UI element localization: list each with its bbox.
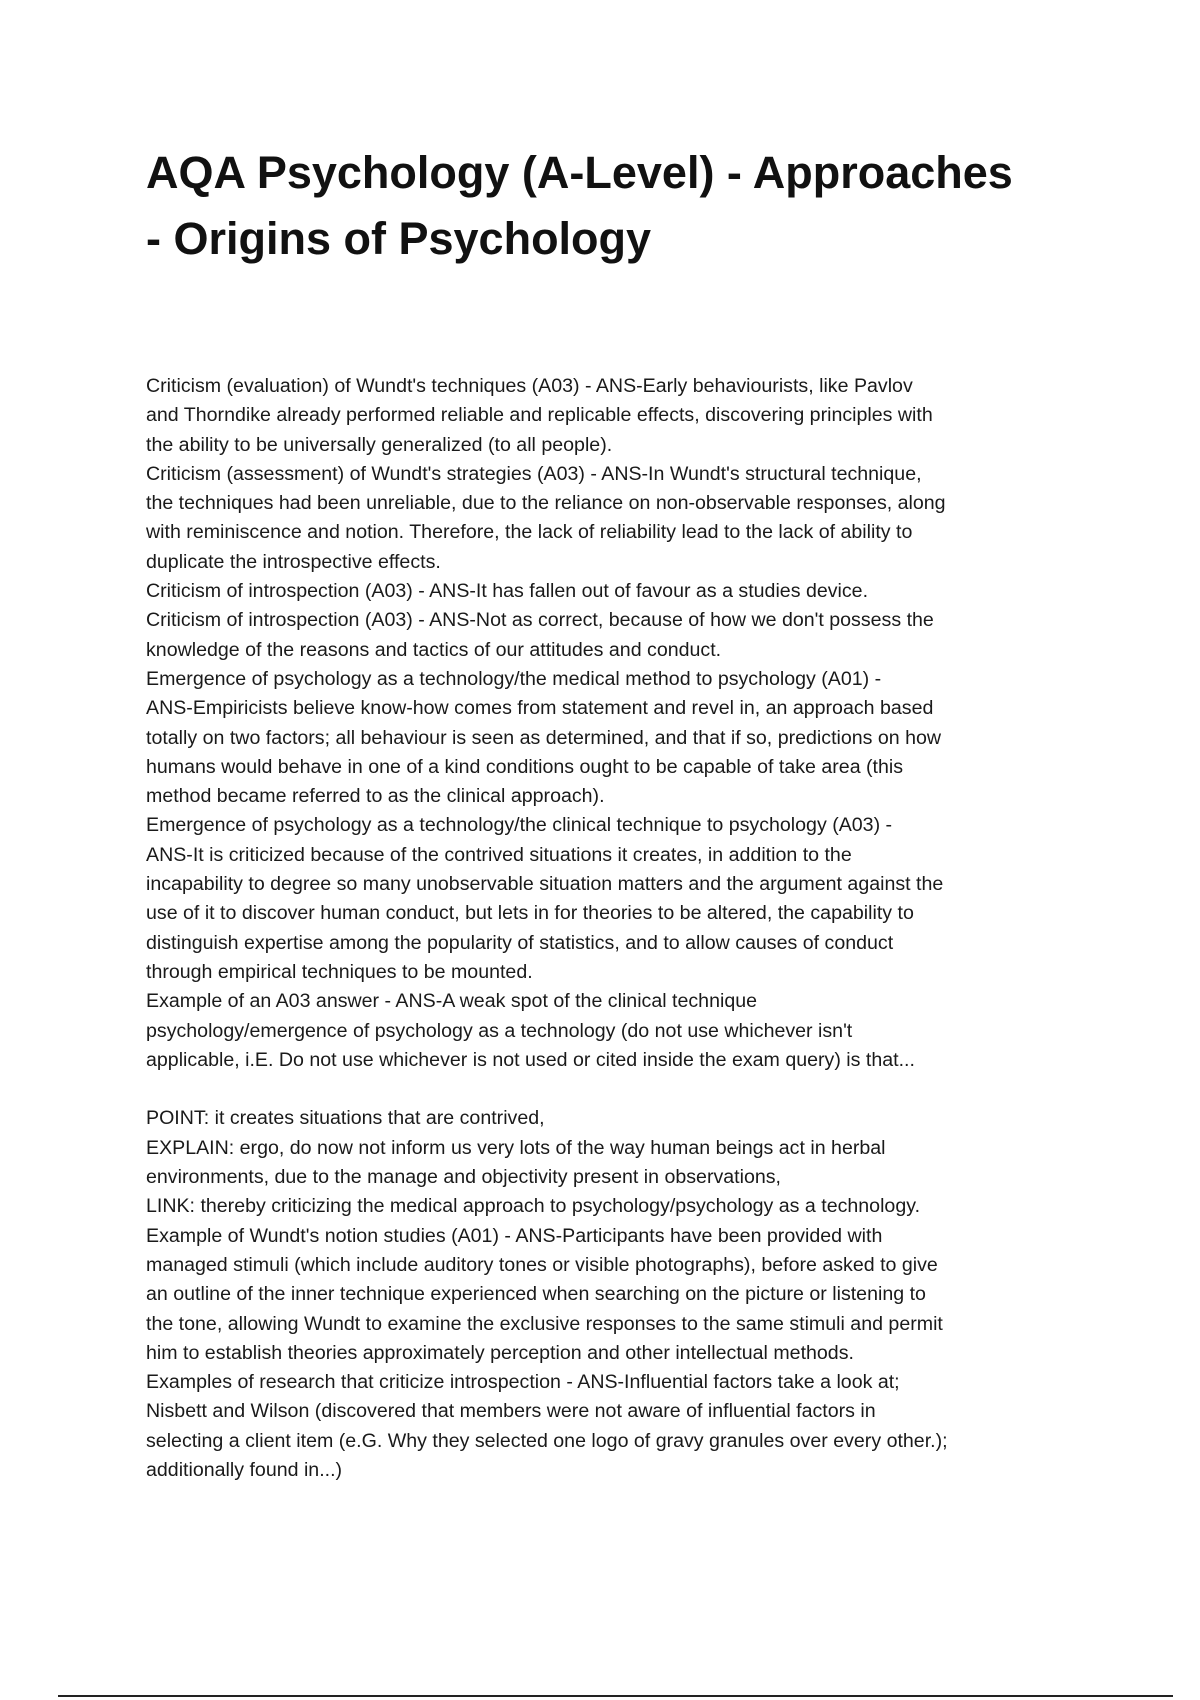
text-line: psychology/emergence of psychology as a technology (do not use whichever isn't [146, 1019, 853, 1042]
text-line: Emergence of psychology as a technology/the medical method to psychology (A01) - [146, 667, 882, 690]
text-line: with reminiscence and notion. Therefore, the lack of reliability lead to the lack of ability to [146, 521, 913, 544]
text-line: Emergence of psychology as a technology/the clinical technique to psychology (A03) - [146, 814, 893, 837]
text-line: LINK: thereby criticizing the medical approach to psychology/psychology as a technology. [146, 1195, 921, 1218]
text-line: additionally found in...) [146, 1458, 343, 1481]
text-line: Criticism of introspection (A03) - ANS-Not as correct, because of how we don't possess the [146, 609, 934, 632]
text-line: EXPLAIN: ergo, do now not inform us very lots of the way human beings act in herbal [146, 1136, 886, 1159]
text-line: and Thorndike already performed reliable and replicable effects, discovering principles with [146, 404, 933, 427]
text-line: duplicate the introspective effects. [146, 550, 441, 573]
text-line: Criticism (assessment) of Wundt's strategies (A03) - ANS-In Wundt's structural technique, [146, 462, 922, 485]
text-line: Example of Wundt's notion studies (A01) - ANS-Participants have been provided with [146, 1224, 883, 1247]
page-title [146, 140, 1076, 272]
text-line: incapability to degree so many unobservable situation matters and the argument against the [146, 873, 944, 896]
text-line: Nisbett and Wilson (discovered that members were not aware of influential factors in [146, 1400, 876, 1423]
footer-divider [58, 1695, 1173, 1697]
text-line: knowledge of the reasons and tactics of our attitudes and conduct. [146, 638, 722, 661]
text-line: an outline of the inner technique experienced when searching on the picture or listening to [146, 1283, 926, 1306]
text-line: use of it to discover human conduct, but lets in for theories to be altered, the capability to [146, 902, 914, 925]
blank-line [146, 1075, 1076, 1104]
text-line: ANS-Empiricists believe know-how comes from statement and revel in, an approach based [146, 697, 934, 720]
text-line: through empirical techniques to be mounted. [146, 960, 533, 983]
text-line: selecting a client item (e.G. Why they selected one logo of gravy granules over every other.); [146, 1429, 948, 1452]
text-line: Criticism (evaluation) of Wundt's techniques (A03) - ANS-Early behaviourists, like Pavlov [146, 375, 913, 397]
text-line: POINT: it creates situations that are contrived, [146, 1107, 545, 1130]
text-line: ANS-It is criticized because of the contrived situations it creates, in addition to the [146, 843, 852, 866]
text-line: managed stimuli (which include auditory tones or visible photographs), before asked to give [146, 1253, 938, 1276]
text-line: totally on two factors; all behaviour is seen as determined, and that if so, predictions on how [146, 726, 942, 749]
text-line: distinguish expertise among the popularity of statistics, and to allow causes of conduct [146, 931, 894, 954]
text-line: Criticism of introspection (A03) - ANS-It has fallen out of favour as a studies device. [146, 580, 869, 603]
document-body [146, 372, 1076, 1485]
text-line: Examples of research that criticize introspection - ANS-Influential factors take a look at; [146, 1371, 900, 1394]
text-line: environments, due to the manage and objectivity present in observations, [146, 1166, 781, 1189]
title-line-2: - Origins of Psychology [146, 213, 652, 264]
text-line: humans would behave in one of a kind conditions ought to be capable of take area (this [146, 755, 904, 778]
text-line: the techniques had been unreliable, due to the reliance on non-observable responses, along [146, 492, 946, 515]
text-line: Example of an A03 answer - ANS-A weak spot of the clinical technique [146, 990, 758, 1013]
text-line: method became referred to as the clinical approach). [146, 785, 605, 808]
title-line-1: AQA Psychology (A-Level) - Approaches [146, 147, 1013, 198]
text-line: the ability to be universally generalized (to all people). [146, 433, 613, 456]
text-line: him to establish theories approximately perception and other intellectual methods. [146, 1341, 854, 1364]
text-line: the tone, allowing Wundt to examine the exclusive responses to the same stimuli and permit [146, 1312, 943, 1335]
text-line: applicable, i.E. Do not use whichever is not used or cited inside the exam query) is that... [146, 1048, 915, 1071]
